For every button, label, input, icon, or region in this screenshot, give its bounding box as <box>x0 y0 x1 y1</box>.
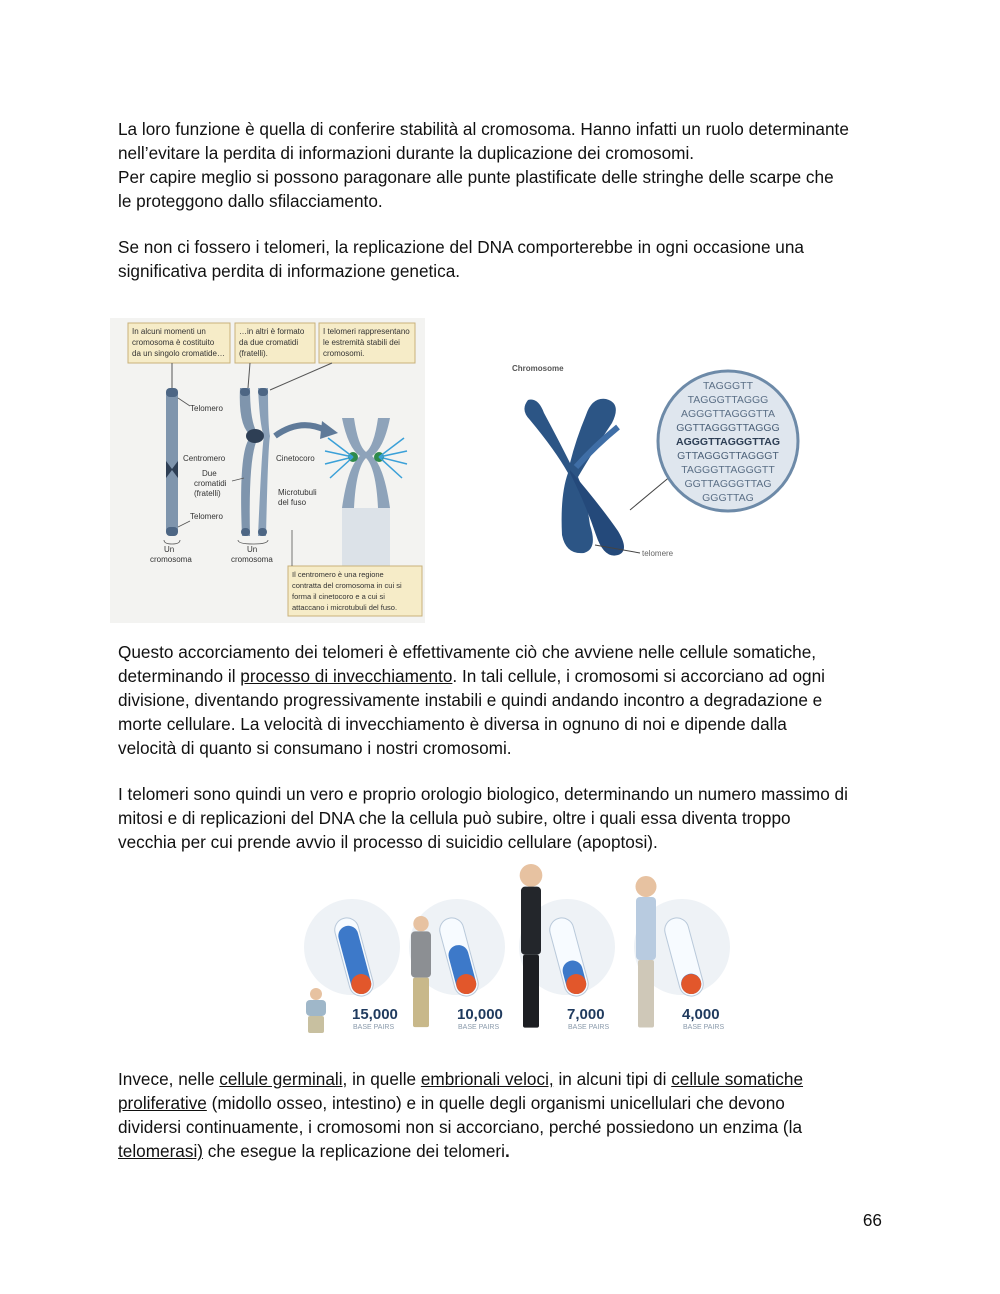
base-pairs-unit: BASE PAIRS <box>458 1024 500 1031</box>
label-microtubuli-1: Microtubuli <box>278 488 317 497</box>
svg-text:GGTTAGGGTTAGGG: GGTTAGGGTTAGGG <box>676 422 780 434</box>
paragraph-telomerase <box>118 1067 888 1163</box>
telomere-aging-figure <box>272 862 732 1040</box>
svg-text:da due cromatidi: da due cromatidi <box>239 338 299 347</box>
text-line: significativa perdita di informazione genetica. <box>118 261 461 281</box>
text-line: mitosi e di replicazioni del DNA che la cellula può subire, oltre i quali essa diventa troppo <box>118 808 791 828</box>
base-pairs-unit: BASE PAIRS <box>683 1024 725 1031</box>
svg-text:GTTAGGGTTAGGGT: GTTAGGGTTAGGGT <box>677 450 779 462</box>
base-pairs-value: 10,000 <box>457 1006 503 1023</box>
svg-text:GGTTAGGGTTAG: GGTTAGGGTTAG <box>684 478 772 490</box>
svg-text:TAGGGTTAGGG: TAGGGTTAGGG <box>687 394 769 406</box>
label-due-cromatidi-2: cromatidi <box>194 479 227 488</box>
text-line: Se non ci fossero i telomeri, la replicazione del DNA comporterebbe in ogni occasione una <box>118 237 804 257</box>
label-un-cromosoma-1a: Un <box>164 545 175 554</box>
label-cinetocoro: Cinetocoro <box>276 454 315 463</box>
person-figure <box>636 876 657 1028</box>
text-line: telomerasi) che esegue la replicazione dei telomeri. <box>118 1141 510 1161</box>
paragraph-function <box>118 117 888 213</box>
single-chromatid <box>166 388 178 536</box>
label-due-cromatidi-1: Due <box>202 469 217 478</box>
callout-telomeres <box>319 323 415 363</box>
text-line: morte cellulare. La velocità di invecchiamento è diversa in ognuno di noi e dipende dalla <box>118 714 787 734</box>
svg-text:Il centromero è una regione: Il centromero è una regione <box>292 570 384 579</box>
label-due-cromatidi-3: (fratelli) <box>194 489 221 498</box>
text-line: divisione, diventando progressivamente instabili e quindi andando incontro a degradazione e <box>118 690 823 710</box>
label-telomero-top: Telomero <box>190 404 223 413</box>
chromosome-x-shape <box>524 399 624 556</box>
chromosome-telomere-illustration <box>500 355 810 585</box>
text-line: Invece, nelle cellule germinali, in quelle embrionali veloci, in alcuni tipi di cellule somatiche <box>118 1069 804 1089</box>
text-line: I telomeri sono quindi un vero e proprio orologio biologico, determinando un numero massimo di <box>118 784 848 804</box>
label-un-cromosoma-2b: cromosoma <box>231 555 273 564</box>
text-line: le proteggono dallo sfilacciamento. <box>118 191 383 211</box>
base-pairs-value: 7,000 <box>567 1006 605 1023</box>
text-line: nell’evitare la perdita di informazioni durante la duplicazione dei cromosomi. <box>118 143 695 163</box>
base-pairs-value: 4,000 <box>682 1006 720 1023</box>
text-line: determinando il processo di invecchiamento. In tali cellule, i cromosomi si accorciano ad ogni <box>118 666 825 686</box>
label-microtubuli-2: del fuso <box>278 498 307 507</box>
text-line: La loro funzione è quella di conferire stabilità al cromosoma. Hanno infatti un ruolo determinante <box>118 119 849 139</box>
svg-text:I telomeri rappresentano: I telomeri rappresentano <box>323 327 410 336</box>
base-pairs-value: 15,000 <box>352 1006 398 1023</box>
label-un-cromosoma-2a: Un <box>247 545 258 554</box>
text-line: proliferative (midollo osseo, intestino) e in quelle degli organismi unicellulari che devono <box>118 1093 785 1113</box>
svg-text:da un singolo cromatide…: da un singolo cromatide… <box>132 349 225 358</box>
text-line: velocità di quanto si consumano i nostri cromosomi. <box>118 738 512 758</box>
aging-stage <box>304 899 400 1033</box>
text-line: Questo accorciamento dei telomeri è effettivamente ciò che avviene nelle cellule somatiche, <box>118 642 817 662</box>
label-chromosome: Chromosome <box>512 364 564 373</box>
svg-text:TAGGGTTAGGGTT: TAGGGTTAGGGTT <box>681 464 775 476</box>
svg-text:TAGGGTT: TAGGGTT <box>703 380 753 392</box>
svg-text:AGGGTTAGGGTTA: AGGGTTAGGGTTA <box>680 408 776 420</box>
link-cellule-somatiche[interactable]: cellule somatiche <box>671 1069 804 1089</box>
text-line: vecchia per cui prende avvio il processo di suicidio cellulare (apoptosi). <box>118 832 658 852</box>
link-proliferative[interactable]: proliferative <box>118 1093 207 1113</box>
svg-text:AGGGTTAGGGTTAG: AGGGTTAGGGTTAG <box>675 436 781 448</box>
callout-single-chromatid <box>128 323 230 363</box>
paragraph-aging <box>118 640 888 760</box>
link-processo-invecchiamento[interactable]: processo di invecchiamento <box>240 666 453 686</box>
callout-two-chromatids <box>235 323 315 363</box>
dna-zoom-circle <box>658 371 798 511</box>
paragraph-biological-clock <box>118 782 888 854</box>
svg-text:cromosomi.: cromosomi. <box>323 349 365 358</box>
label-centromero: Centromero <box>183 454 226 463</box>
label-un-cromosoma-1b: cromosoma <box>150 555 192 564</box>
callout-centromero <box>288 566 422 616</box>
svg-text:le estremità stabili dei: le estremità stabili dei <box>323 338 400 347</box>
person-figure <box>411 916 431 1027</box>
label-telomere: telomere <box>642 549 674 558</box>
svg-text:forma il cinetocoro e a cui si: forma il cinetocoro e a cui si <box>292 592 385 601</box>
aging-stage <box>409 899 505 1031</box>
base-pairs-unit: BASE PAIRS <box>353 1024 395 1031</box>
chromosome-structure-diagram <box>110 318 425 623</box>
svg-text:(fratelli).: (fratelli). <box>239 349 268 358</box>
person-figure <box>520 864 543 1028</box>
paragraph-no-telomeres <box>118 235 888 283</box>
svg-text:…in altri è formato: …in altri è formato <box>239 327 305 336</box>
svg-text:attaccano i microtubuli del fu: attaccano i microtubuli del fuso. <box>292 603 398 612</box>
link-embrionali-veloci[interactable]: embrionali veloci, <box>420 1069 554 1089</box>
svg-text:In alcuni momenti un: In alcuni momenti un <box>132 327 206 336</box>
svg-text:GGGTTAG: GGGTTAG <box>702 492 754 504</box>
label-telomero-bottom: Telomero <box>190 512 223 521</box>
base-pairs-unit: BASE PAIRS <box>568 1024 610 1031</box>
link-telomerasi[interactable]: telomerasi) <box>118 1141 204 1161</box>
text-line: dividersi continuamente, i cromosomi non si accorciano, perché possiedono un enzima (la <box>118 1117 803 1137</box>
text-line: Per capire meglio si possono paragonare alle punte plastificate delle stringhe delle scarpe che <box>118 167 834 187</box>
svg-text:contratta del cromosoma in cui: contratta del cromosoma in cui si <box>292 581 402 590</box>
link-cellule-germinali[interactable]: cellule germinali <box>219 1069 343 1089</box>
page-number: 66 <box>862 1210 882 1230</box>
svg-text:cromosoma è costituito: cromosoma è costituito <box>132 338 215 347</box>
